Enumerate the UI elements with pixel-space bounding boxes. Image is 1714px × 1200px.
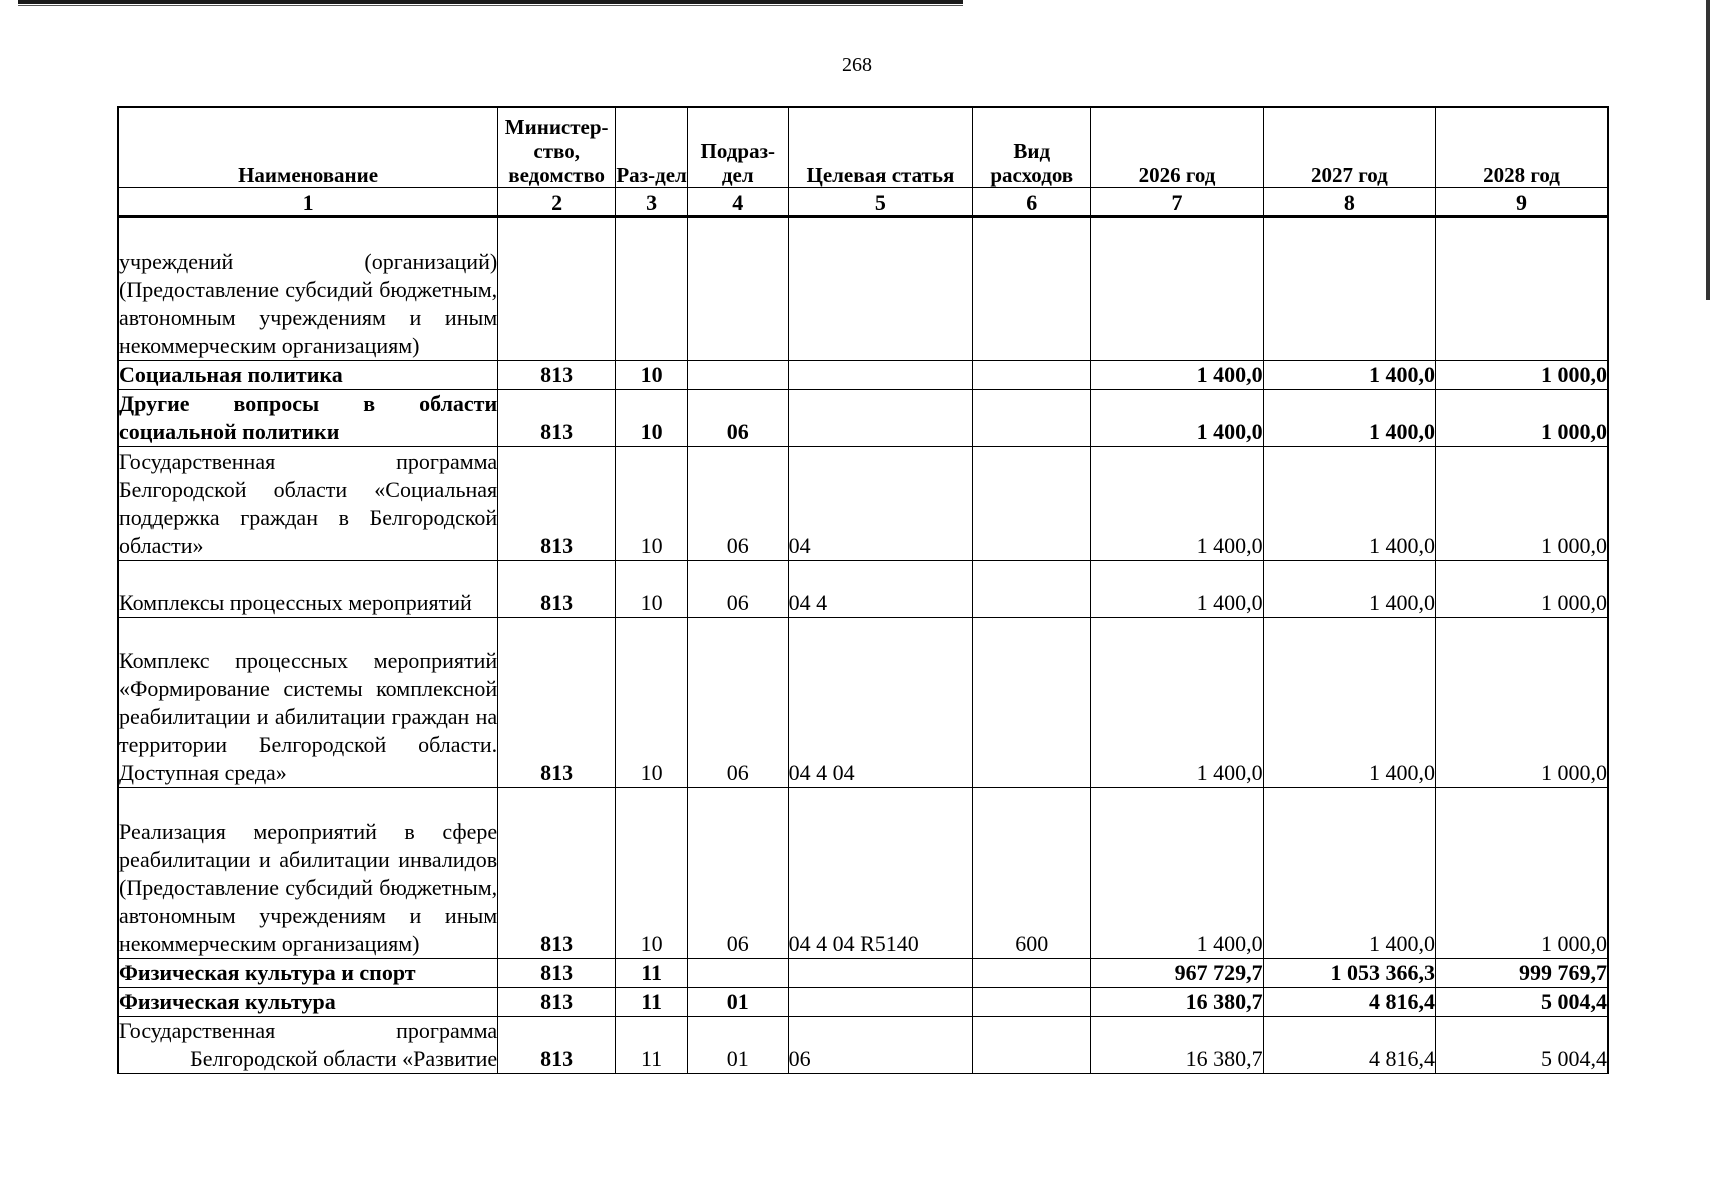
row-2026: 16 380,7 — [1091, 988, 1263, 1017]
col-num-1: 1 — [118, 188, 498, 217]
row-2028: 1 000,0 — [1436, 447, 1608, 561]
row-2028: 1 000,0 — [1436, 561, 1608, 618]
row-subsection: 06 — [688, 447, 789, 561]
row-section: 11 — [616, 1017, 688, 1074]
row-section: 10 — [616, 361, 688, 390]
row-2026: 1 400,0 — [1091, 618, 1263, 788]
row-2028: 1 000,0 — [1436, 361, 1608, 390]
row-target: 06 — [788, 1017, 973, 1074]
row-2026: 967 729,7 — [1091, 959, 1263, 988]
row-name: Государственная программа Белгородской области «Развитие — [118, 1017, 498, 1074]
row-ministry: 813 — [498, 561, 616, 618]
table-row — [118, 561, 1608, 618]
row-2027: 1 400,0 — [1263, 618, 1435, 788]
col-num-9: 9 — [1436, 188, 1608, 217]
header-expense-type: Вид расходов — [973, 107, 1091, 188]
header-ministry: Министер-ство, ведомство — [498, 107, 616, 188]
row-target — [788, 361, 973, 390]
col-num-3: 3 — [616, 188, 688, 217]
row-2026 — [1091, 217, 1263, 361]
row-ministry: 813 — [498, 447, 616, 561]
row-type — [973, 217, 1091, 361]
row-name: Физическая культура и спорт — [118, 959, 498, 988]
table-row — [118, 959, 1608, 988]
row-name: учреждений (организаций) (Предоставление субсидий бюджетным, автономным учреждениям и иным некоммерческим организациям) — [118, 217, 498, 361]
row-2027: 1 400,0 — [1263, 361, 1435, 390]
scan-top-edge — [18, 0, 963, 4]
row-type — [973, 988, 1091, 1017]
row-section: 10 — [616, 788, 688, 959]
row-ministry: 813 — [498, 1017, 616, 1074]
row-name: Реализация мероприятий в сфере реабилитации и абилитации инвалидов (Предоставление субсидий бюджетным, автономным учреждениям и иным некоммерческим организациям) — [118, 788, 498, 959]
scan-right-edge — [1706, 0, 1710, 300]
row-name: Другие вопросы в области социальной политики — [118, 390, 498, 447]
row-2027: 1 400,0 — [1263, 390, 1435, 447]
row-2027: 4 816,4 — [1263, 1017, 1435, 1074]
row-type — [973, 1017, 1091, 1074]
row-name: Государственная программа Белгородской области «Социальная поддержка граждан в Белгородской области» — [118, 447, 498, 561]
row-section: 11 — [616, 988, 688, 1017]
row-2028 — [1436, 217, 1608, 361]
row-target — [788, 390, 973, 447]
row-name: Социальная политика — [118, 361, 498, 390]
table-row — [118, 447, 1608, 561]
row-2026: 1 400,0 — [1091, 390, 1263, 447]
row-name: Комплекс процессных мероприятий «Формирование системы комплексной реабилитации и абилитации граждан на территории Белгородской области. Доступная среда» — [118, 618, 498, 788]
table-row — [118, 217, 1608, 361]
row-2027 — [1263, 217, 1435, 361]
row-subsection: 06 — [688, 561, 789, 618]
col-num-6: 6 — [973, 188, 1091, 217]
row-type: 600 — [973, 788, 1091, 959]
row-2027: 1 053 366,3 — [1263, 959, 1435, 988]
row-subsection — [688, 959, 789, 988]
row-2027: 1 400,0 — [1263, 788, 1435, 959]
header-target-article: Целевая статья — [788, 107, 973, 188]
row-subsection: 06 — [688, 788, 789, 959]
col-num-4: 4 — [688, 188, 789, 217]
budget-table — [117, 106, 1609, 1074]
table-row — [118, 361, 1608, 390]
row-2028: 1 000,0 — [1436, 618, 1608, 788]
row-subsection: 01 — [688, 1017, 789, 1074]
row-target: 04 4 04 R5140 — [788, 788, 973, 959]
row-target: 04 4 — [788, 561, 973, 618]
row-subsection: 01 — [688, 988, 789, 1017]
column-number-row — [118, 188, 1608, 217]
row-section: 10 — [616, 447, 688, 561]
row-subsection: 06 — [688, 618, 789, 788]
table-row — [118, 618, 1608, 788]
row-name: Физическая культура — [118, 988, 498, 1017]
header-2027: 2027 год — [1263, 107, 1435, 188]
row-target: 04 4 04 — [788, 618, 973, 788]
row-2028: 5 004,4 — [1436, 1017, 1608, 1074]
row-type — [973, 361, 1091, 390]
table-row — [118, 988, 1608, 1017]
row-type — [973, 959, 1091, 988]
row-subsection: 06 — [688, 390, 789, 447]
row-subsection — [688, 217, 789, 361]
col-num-2: 2 — [498, 188, 616, 217]
page-number: 268 — [842, 54, 872, 76]
row-target — [788, 217, 973, 361]
header-name: Наименование — [118, 107, 498, 188]
row-ministry: 813 — [498, 959, 616, 988]
row-2026: 1 400,0 — [1091, 561, 1263, 618]
row-2028: 1 000,0 — [1436, 788, 1608, 959]
row-ministry: 813 — [498, 390, 616, 447]
row-target: 04 — [788, 447, 973, 561]
row-type — [973, 447, 1091, 561]
row-subsection — [688, 361, 789, 390]
col-num-8: 8 — [1263, 188, 1435, 217]
row-section: 11 — [616, 959, 688, 988]
row-2028: 5 004,4 — [1436, 988, 1608, 1017]
row-type — [973, 561, 1091, 618]
row-section: 10 — [616, 618, 688, 788]
row-2027: 1 400,0 — [1263, 561, 1435, 618]
header-2028: 2028 год — [1436, 107, 1608, 188]
row-2028: 1 000,0 — [1436, 390, 1608, 447]
row-ministry: 813 — [498, 361, 616, 390]
row-name: Комплексы процессных мероприятий — [118, 561, 498, 618]
col-num-5: 5 — [788, 188, 973, 217]
row-ministry: 813 — [498, 788, 616, 959]
row-2026: 1 400,0 — [1091, 447, 1263, 561]
row-type — [973, 618, 1091, 788]
table-row — [118, 390, 1608, 447]
row-ministry: 813 — [498, 988, 616, 1017]
row-2026: 1 400,0 — [1091, 361, 1263, 390]
header-subsection: Подраз-дел — [688, 107, 789, 188]
row-ministry — [498, 217, 616, 361]
row-section: 10 — [616, 390, 688, 447]
header-row — [118, 107, 1608, 188]
row-2027: 1 400,0 — [1263, 447, 1435, 561]
header-2026: 2026 год — [1091, 107, 1263, 188]
table-row — [118, 788, 1608, 959]
row-2026: 16 380,7 — [1091, 1017, 1263, 1074]
table-row — [118, 1017, 1608, 1074]
header-section: Раз-дел — [616, 107, 688, 188]
row-2026: 1 400,0 — [1091, 788, 1263, 959]
row-2028: 999 769,7 — [1436, 959, 1608, 988]
row-section — [616, 217, 688, 361]
row-type — [973, 390, 1091, 447]
scan-top-edge-thin — [18, 5, 963, 6]
row-ministry: 813 — [498, 618, 616, 788]
row-2027: 4 816,4 — [1263, 988, 1435, 1017]
row-section: 10 — [616, 561, 688, 618]
row-target — [788, 959, 973, 988]
col-num-7: 7 — [1091, 188, 1263, 217]
row-target — [788, 988, 973, 1017]
